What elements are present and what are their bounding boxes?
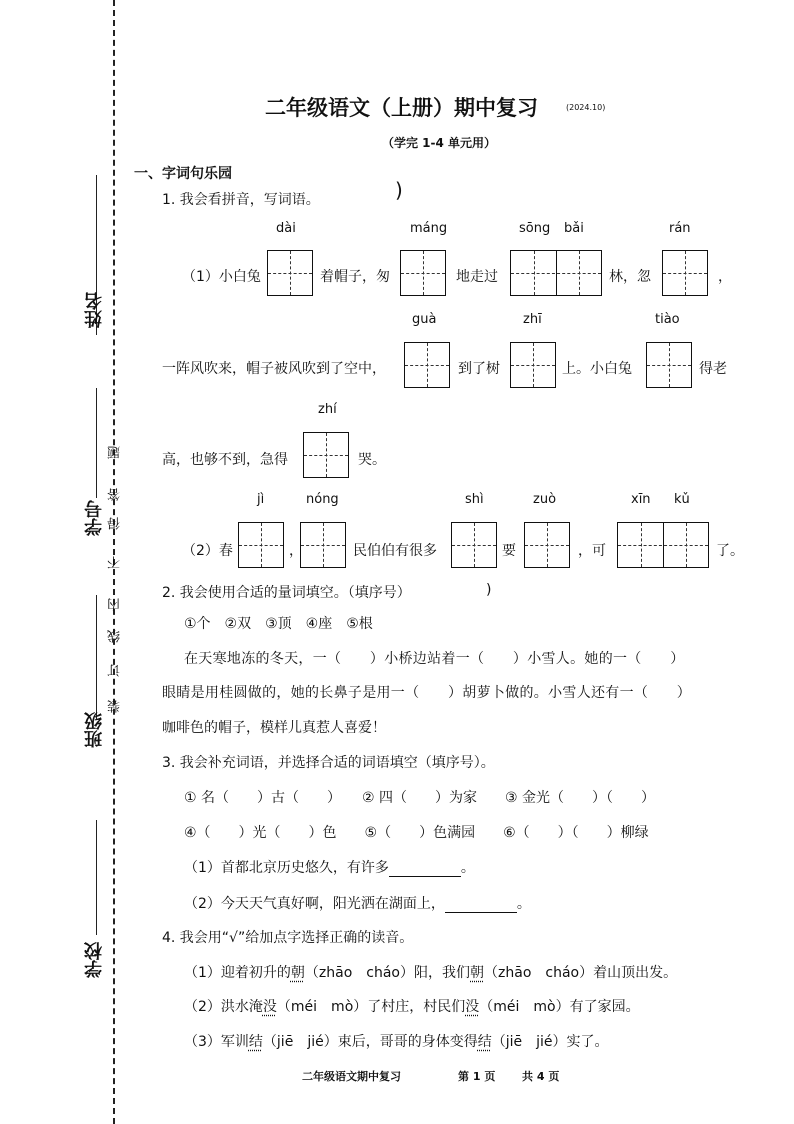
sentence-part: 得老 [699, 361, 727, 377]
pinyin: kǔ [674, 492, 690, 507]
writing-grid[interactable] [238, 522, 284, 568]
pinyin: sōng [519, 221, 551, 236]
name-label: 姓名 [84, 292, 105, 328]
pinyin: shì [465, 492, 484, 507]
q2-line: 咖啡色的帽子，模样儿真惹人喜爱！ [162, 720, 386, 736]
pinyin: xīn [631, 492, 651, 507]
seal-char: 内 [108, 598, 123, 611]
answer-blank[interactable] [445, 899, 517, 913]
pinyin: máng [410, 221, 448, 236]
q4-text[interactable]: （méi mò）了村庄，村民们 [276, 999, 466, 1015]
id-write-line [96, 388, 97, 498]
stray-mark: ) [395, 178, 403, 202]
sentence-part: （2）春 [182, 543, 233, 559]
pinyin: dài [276, 221, 296, 236]
footer-total: 共 4 页 [522, 1070, 560, 1083]
q2-title-paren: ) [486, 582, 492, 598]
sentence-part: 要 [502, 543, 516, 559]
q2-line: 在天寒地冻的冬天，一（ ）小桥边站着一（ ）小雪人。她的一（ ） [184, 651, 685, 667]
q3-fill-line [184, 893, 531, 913]
dotted-char: 结 [477, 1034, 492, 1050]
dotted-char: 没 [465, 999, 480, 1015]
writing-grid[interactable] [524, 522, 570, 568]
q3-fill-line [184, 857, 475, 877]
q1-title: 1. 我会看拼音，写词语。 [162, 192, 320, 208]
writing-grid[interactable] [303, 432, 349, 478]
sentence-part: 上。小白兔 [562, 361, 632, 377]
q4-text[interactable]: （jiē jié）实了。 [491, 1034, 609, 1050]
pinyin: jì [257, 492, 265, 507]
sentence-part: 哭。 [358, 452, 386, 468]
q4-title: 4. 我会用“√”给加点字选择正确的读音。 [162, 930, 414, 946]
sentence-part: 一阵风吹来，帽子被风吹到了空中， [162, 361, 386, 377]
writing-grid[interactable] [400, 250, 446, 296]
sentence-part: 了。 [716, 543, 744, 559]
pinyin: zhí [318, 402, 337, 417]
seal-char: 题 [108, 446, 123, 459]
writing-grid[interactable] [510, 250, 602, 296]
q2-line: 眼睛是用桂圆做的，她的长鼻子是用一（ ）胡萝卜做的。小雪人还有一（ ） [162, 685, 692, 701]
q4-line [184, 996, 640, 1016]
q4-text[interactable]: （méi mò）有了家园。 [479, 999, 640, 1015]
date-label: (2024.10) [566, 103, 606, 112]
q4-text[interactable]: （jiē jié）束后，哥哥的身体变得 [262, 1034, 478, 1050]
dotted-char: 结 [248, 1034, 263, 1050]
q3-row: ④（ ）光（ ）色 ⑤（ ）色满园 ⑥（ ）（ ）柳绿 [184, 825, 649, 841]
id-label: 学号 [84, 500, 105, 536]
writing-grid[interactable] [404, 342, 450, 388]
seal-char: 答 [108, 488, 123, 501]
q3-fill-end: 。 [516, 896, 531, 912]
dotted-char: 朝 [290, 965, 305, 981]
dotted-char: 没 [262, 999, 277, 1015]
q2-title: 2. 我会使用合适的量词填空。（填序号） [162, 585, 411, 601]
pinyin: rán [669, 221, 691, 236]
q4-text: （3）军训 [184, 1034, 249, 1050]
sentence-part: 着帽子，匆 [320, 269, 390, 285]
pinyin: zhī [523, 312, 542, 327]
writing-grid[interactable] [662, 250, 708, 296]
sentence-part: ， [718, 269, 732, 285]
q3-row: ① 名（ ）古（ ） ② 四（ ）为家 ③ 金光（ ）（ ） [184, 790, 656, 806]
seal-char: 线 [108, 630, 123, 643]
pinyin: nóng [306, 492, 339, 507]
class-label: 班级 [84, 712, 105, 748]
pinyin: tiào [655, 312, 680, 327]
sentence-part: 民伯伯有很多 [353, 543, 437, 559]
sentence-part: 地走过 [456, 269, 498, 285]
seal-char: 订 [108, 664, 123, 677]
pinyin: guà [412, 312, 437, 327]
q4-text: （1）迎着初升的 [184, 965, 291, 981]
writing-grid[interactable] [267, 250, 313, 296]
q3-fill-end: 。 [460, 860, 475, 876]
q3-title: 3. 我会补充词语，并选择合适的词语填空（填序号）。 [162, 755, 495, 771]
pinyin: bǎi [564, 221, 584, 236]
sentence-part: 林，忽 [609, 269, 651, 285]
writing-grid[interactable] [451, 522, 497, 568]
sentence-part: 到了树 [458, 361, 500, 377]
q4-text: （2）洪水淹 [184, 999, 263, 1015]
seal-char: 得 [108, 517, 123, 530]
section-title: 一、字词句乐园 [134, 166, 232, 182]
seal-char: 装 [108, 700, 123, 713]
page-title: 二年级语文（上册）期中复习 [265, 96, 538, 120]
school-write-line [96, 820, 97, 935]
q3-fill-text: （1）首都北京历史悠久，有许多 [184, 860, 389, 876]
sentence-part: （1）小白兔 [182, 269, 261, 285]
pinyin: zuò [533, 492, 557, 507]
page-subtitle: （学完 1-4 单元用） [382, 136, 497, 150]
sentence-part: ， [289, 543, 303, 559]
writing-grid[interactable] [646, 342, 692, 388]
q2-options: ①个 ②双 ③顶 ④座 ⑤根 [184, 616, 373, 632]
writing-grid[interactable] [510, 342, 556, 388]
writing-grid[interactable] [617, 522, 709, 568]
q4-text[interactable]: （zhāo cháo）阳，我们 [304, 965, 471, 981]
school-label: 学校 [84, 942, 105, 978]
footer-left: 二年级语文期中复习 [302, 1070, 401, 1083]
seal-char: 不 [108, 556, 123, 569]
sentence-part: ，可 [578, 543, 606, 559]
q4-line [184, 962, 677, 982]
q4-line [184, 1031, 609, 1051]
dotted-char: 朝 [470, 965, 485, 981]
class-write-line [96, 595, 97, 720]
q3-fill-text: （2）今天天气真好啊，阳光洒在湖面上， [184, 896, 445, 912]
sentence-part: 高，也够不到，急得 [162, 452, 288, 468]
answer-blank[interactable] [389, 863, 461, 877]
writing-grid[interactable] [300, 522, 346, 568]
q4-text[interactable]: （zhāo cháo）着山顶出发。 [484, 965, 678, 981]
footer-page: 第 1 页 [458, 1070, 496, 1083]
